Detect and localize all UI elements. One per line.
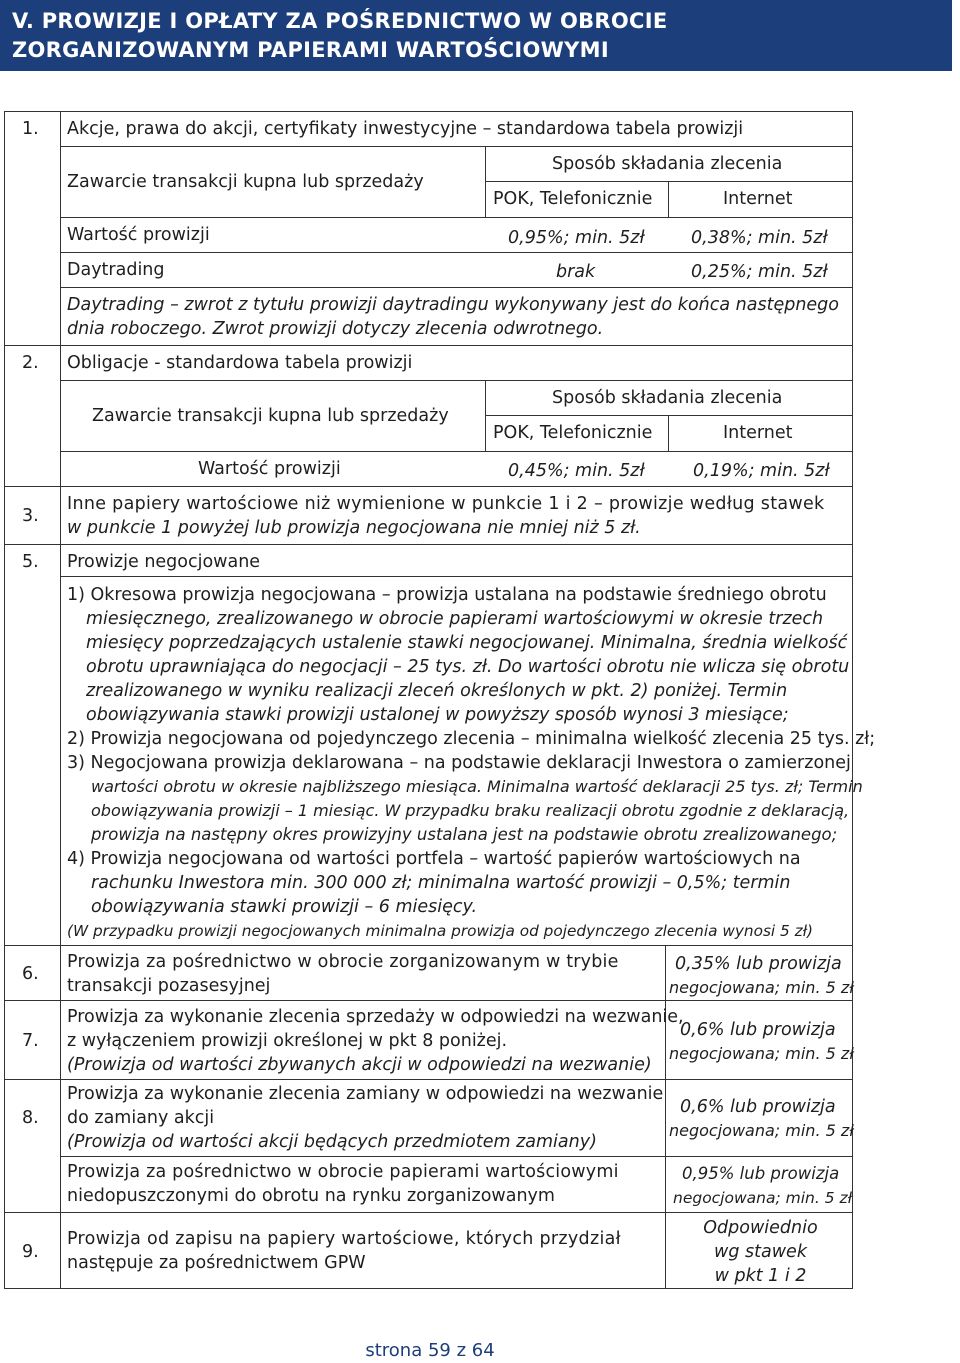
section-separator <box>4 345 853 346</box>
s2-col-pok: POK, Telefonicznie <box>493 423 653 443</box>
s5-title: Prowizje negocjowane <box>67 552 261 572</box>
s8b-line1: Prowizja za pośrednictwo w obrocie papierami wartościowymi <box>67 1162 619 1182</box>
page-number: strona 59 z 64 <box>365 1340 495 1361</box>
s7-number: 7. <box>22 1031 39 1051</box>
s5-line: wartości obrotu w okresie najbliższego miesiąca. Minimalna wartość deklaracji 25 tys. zł; Termin <box>91 777 863 796</box>
s6-fee1: 0,35% lub prowizja <box>675 954 842 974</box>
s9-fee2: wg stawek <box>714 1242 807 1262</box>
s8-line1: Prowizja za wykonanie zlecenia zamiany w odpowiedzi na wezwanie <box>67 1084 664 1104</box>
section-title-line2: ZORGANIZOWANYM PAPIERAMI WARTOŚCIOWYMI <box>12 38 609 62</box>
s2-row-internet: 0,19%; min. 5zł <box>693 461 830 481</box>
s5-line: miesięcznego, zrealizowanego w obrocie papierami wartościowymi w okresie trzech <box>86 609 824 629</box>
section-separator <box>60 1156 853 1157</box>
s3-line1: Inne papiery wartościowe niż wymienione w punkcie 1 i 2 – prowizje według stawek <box>67 494 825 514</box>
s1-row2-pok: brak <box>556 262 596 282</box>
s5-line: 4) Prowizja negocjowana od wartości portfela – wartość papierów wartościowych na <box>67 849 801 869</box>
fee-column-divider <box>665 945 666 1289</box>
s1-note-line2: dnia roboczego. Zwrot prowizji dotyczy zlecenia odwrotnego. <box>67 319 604 339</box>
s1-transaction: Zawarcie transakcji kupna lub sprzedaży <box>67 172 424 192</box>
s1-row2-label: Daytrading <box>67 260 165 280</box>
s1-col-internet: Internet <box>723 189 793 209</box>
s7-line1: Prowizja za wykonanie zlecenia sprzedaży w odpowiedzi na wezwanie, <box>67 1007 684 1027</box>
s2-rule <box>60 380 853 381</box>
s1-rule <box>60 146 853 147</box>
s8-number: 8. <box>22 1108 39 1128</box>
s5-line: zrealizowanego w wyniku realizacji zleceń określonych w pkt. 2) poniżej. Termin <box>86 681 788 701</box>
s1-title: Akcje, prawa do akcji, certyfikaty inwestycyjne – standardowa tabela prowizji <box>67 119 744 139</box>
s5-line: obowiązywania stawki prowizji – 6 miesięcy. <box>91 897 478 917</box>
s6-line2: transakcji pozasesyjnej <box>67 976 271 996</box>
s2-number: 2. <box>22 353 39 373</box>
s5-line: 3) Negocjowana prowizja deklarowana – na podstawie deklaracji Inwestora o zamierzonej <box>67 753 851 773</box>
section-separator <box>4 1212 853 1213</box>
s8b-line2: niedopuszczonymi do obrotu na rynku zorganizowanym <box>67 1186 555 1206</box>
s2-row-label: Wartość prowizji <box>198 459 341 479</box>
section-separator <box>4 486 853 487</box>
s8-line3: (Prowizja od wartości akcji będących przedmiotem zamiany) <box>67 1132 597 1152</box>
s3-line2: w punkcie 1 powyżej lub prowizja negocjowana nie mniej niż 5 zł. <box>67 518 641 538</box>
s2-divider <box>668 415 669 451</box>
s1-row2-internet: 0,25%; min. 5zł <box>691 262 828 282</box>
s8b-fee1: 0,95% lub prowizja <box>682 1164 840 1183</box>
s5-line: (W przypadku prowizji negocjowanych minimalna prowizja od pojedynczego zlecenia wynosi 5 zł) <box>67 922 814 940</box>
section-header <box>0 0 952 71</box>
s1-method: Sposób składania zlecenia <box>552 154 783 174</box>
s1-rule <box>485 181 853 182</box>
s2-rule <box>60 451 853 452</box>
s9-line2: następuje za pośrednictwem GPW <box>67 1253 366 1273</box>
s2-method: Sposób składania zlecenia <box>552 388 783 408</box>
s9-number: 9. <box>22 1242 39 1262</box>
s2-rule <box>485 415 853 416</box>
s5-line: miesięcy poprzedzających ustalenie stawki negocjowanej. Minimalna, średnia wielkość <box>86 633 848 653</box>
s7-fee1: 0,6% lub prowizja <box>680 1020 836 1040</box>
s1-row1-pok: 0,95%; min. 5zł <box>508 228 645 248</box>
section-separator <box>4 1000 853 1001</box>
s9-fee1: Odpowiednio <box>703 1218 818 1238</box>
s5-line: rachunku Inwestora min. 300 000 zł; minimalna wartość prowizji – 0,5%; termin <box>91 873 791 893</box>
section-separator <box>4 1079 853 1080</box>
s1-rule <box>60 252 853 253</box>
s5-line: 1) Okresowa prowizja negocjowana – prowizja ustalana na podstawie średniego obrotu <box>67 585 827 605</box>
s5-line: obowiązywania stawki prowizji ustalonej w powyższy sposób wynosi 3 miesiące; <box>86 705 789 725</box>
s3-number: 3. <box>22 506 39 526</box>
s5-number: 5. <box>22 552 39 572</box>
section-separator <box>4 544 853 545</box>
s2-transaction: Zawarcie transakcji kupna lub sprzedaży <box>92 406 449 426</box>
s1-note-line1: Daytrading – zwrot z tytułu prowizji daytradingu wykonywany jest do końca następnego <box>67 295 839 315</box>
s1-rule <box>60 217 853 218</box>
s2-col-internet: Internet <box>723 423 793 443</box>
s1-rule <box>60 287 853 288</box>
section-separator <box>4 945 853 946</box>
s1-number: 1. <box>22 119 39 139</box>
s5-line: 2) Prowizja negocjowana od pojedynczego zlecenia – minimalna wielkość zlecenia 25 tys. zł; <box>67 729 876 749</box>
header-stripe <box>952 0 960 71</box>
s6-number: 6. <box>22 964 39 984</box>
section-title-line1: V. PROWIZJE I OPŁATY ZA POŚREDNICTWO W OBROCIE <box>12 9 668 33</box>
s7-line2: z wyłączeniem prowizji określonej w pkt 8 poniżej. <box>67 1031 508 1051</box>
s1-col-pok: POK, Telefonicznie <box>493 189 653 209</box>
s8-fee1: 0,6% lub prowizja <box>680 1097 836 1117</box>
s2-title: Obligacje - standardowa tabela prowizji <box>67 353 413 373</box>
s7-fee2: negocjowana; min. 5 zł <box>669 1044 854 1063</box>
s5-line: prowizja na następny okres prowizyjny ustalana jest na podstawie obrotu zrealizowanego; <box>91 825 838 844</box>
s5-line: obrotu uprawniająca do negocjacji – 25 tys. zł. Do wartości obrotu nie wlicza się obrotu <box>86 657 850 677</box>
s8-line2: do zamiany akcji <box>67 1108 215 1128</box>
s1-row1-label: Wartość prowizji <box>67 225 210 245</box>
s2-row-pok: 0,45%; min. 5zł <box>508 461 645 481</box>
s6-fee2: negocjowana; min. 5 zł <box>669 978 854 997</box>
s5-rule <box>60 576 853 577</box>
s8-fee2: negocjowana; min. 5 zł <box>669 1121 854 1140</box>
s1-row1-internet: 0,38%; min. 5zł <box>691 228 828 248</box>
s9-line1: Prowizja od zapisu na papiery wartościowe, których przydział <box>67 1229 621 1249</box>
s7-line3: (Prowizja od wartości zbywanych akcji w odpowiedzi na wezwanie) <box>67 1055 652 1075</box>
s1-divider <box>668 181 669 217</box>
s6-line1: Prowizja za pośrednictwo w obrocie zorganizowanym w trybie <box>67 952 619 972</box>
s8b-fee2: negocjowana; min. 5 zł <box>673 1189 853 1207</box>
s9-fee3: w pkt 1 i 2 <box>714 1266 807 1286</box>
s5-line: obowiązywania prowizji – 1 miesiąc. W przypadku braku realizacji obrotu zgodnie z deklaracją, <box>91 801 850 820</box>
